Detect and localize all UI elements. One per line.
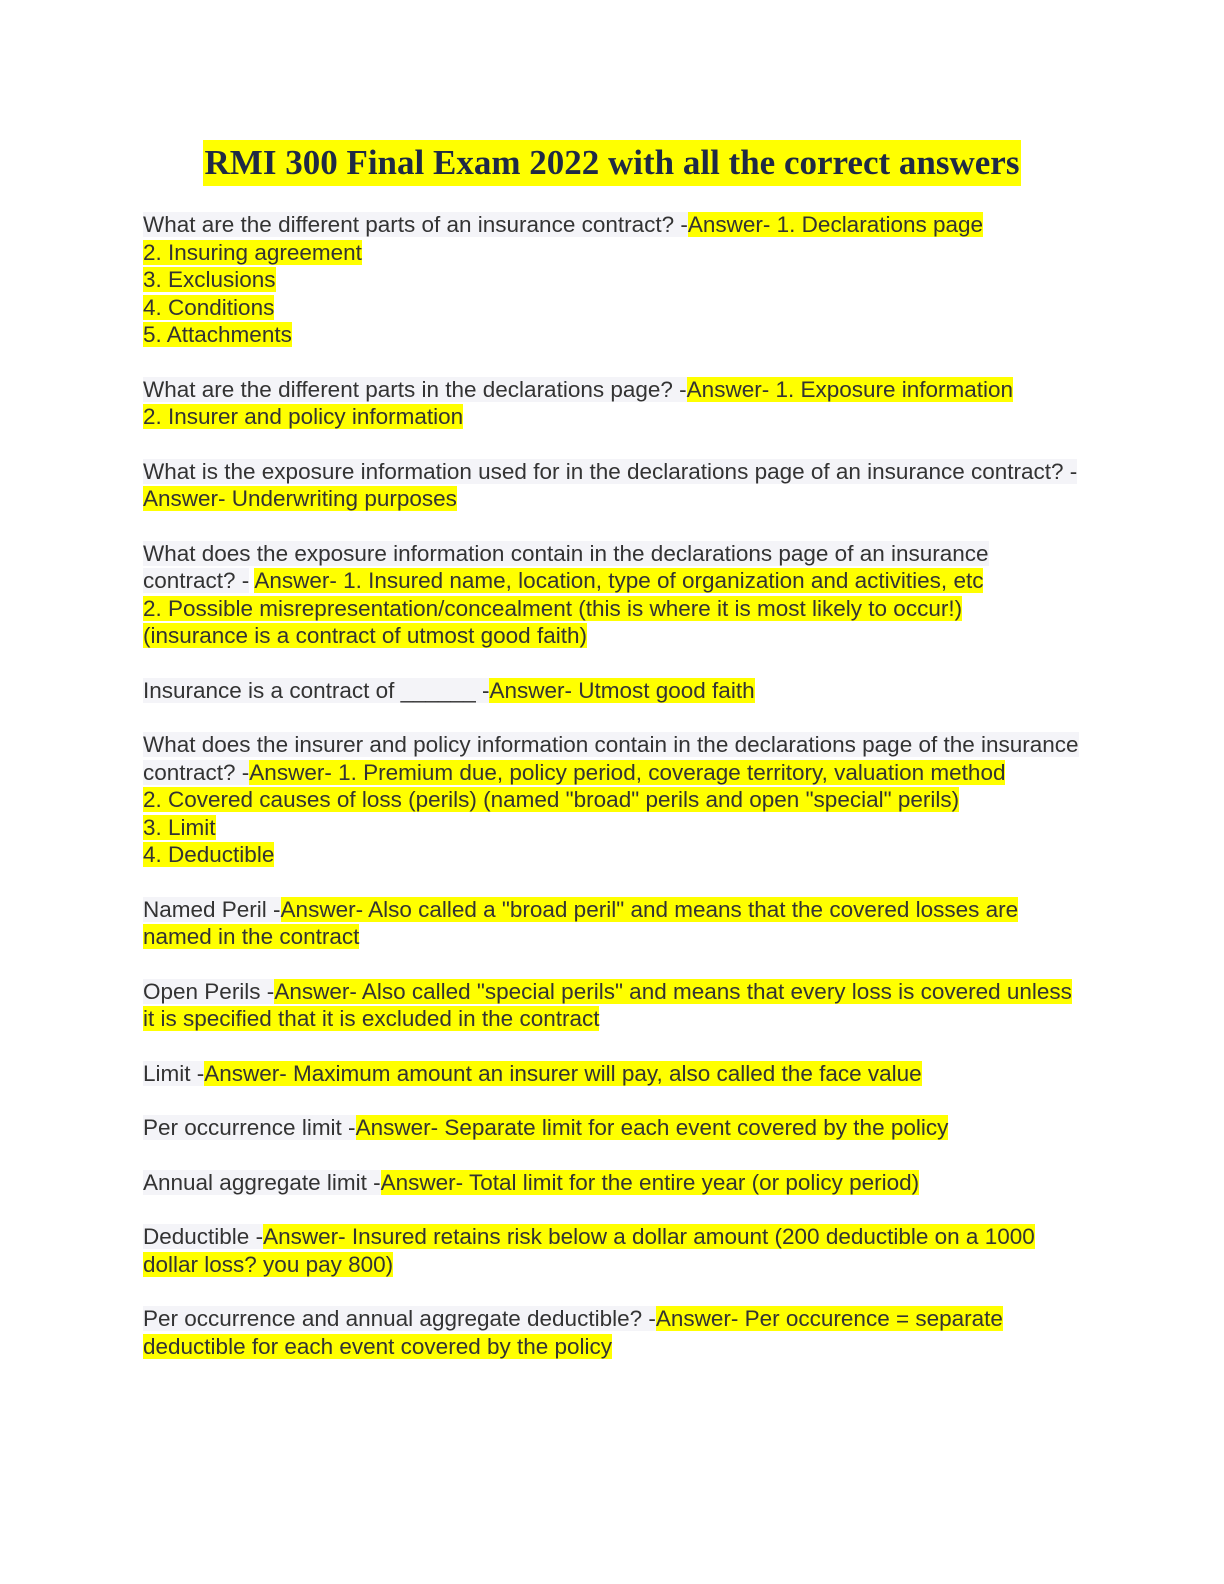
answer-text: Answer- Also called a "broad peril" and means that the covered losses are named in the contract xyxy=(143,896,1019,949)
answer-text: Answer- Separate limit for each event covered by the policy xyxy=(355,1115,949,1140)
answer-text: Answer- Maximum amount an insurer will pay, also called the face value xyxy=(204,1060,922,1086)
qa-item xyxy=(143,896,1083,951)
qa-item xyxy=(143,731,1083,869)
question-text: Open Perils - xyxy=(143,978,275,1004)
answer-text: Answer- Insured retains risk below a dollar amount (200 deductible on a 1000 dollar loss? you pay 800) xyxy=(143,1224,1035,1277)
question-text: Named Peril - xyxy=(143,896,281,922)
question-text: What does the insurer and policy information contain in the declarations page of the insurance contract? - xyxy=(143,732,1079,785)
qa-item xyxy=(143,211,1083,349)
answer-text: 3. Exclusions xyxy=(143,267,276,292)
qa-item xyxy=(143,1305,1083,1360)
qa-item xyxy=(143,540,1083,650)
question-text: What are the different parts in the declarations page? - xyxy=(143,376,687,402)
question-text: Deductible - xyxy=(143,1224,264,1249)
qa-item xyxy=(143,677,1083,705)
answer-text: 3. Limit xyxy=(143,814,216,840)
answer-text: Answer- Per occurence = separate deductible for each event covered by the policy xyxy=(143,1306,1003,1359)
question-text: What are the different parts of an insurance contract? - xyxy=(143,212,688,237)
answer-text: 2. Covered causes of loss (perils) (named "broad" perils and open "special" perils) xyxy=(143,787,960,812)
qa-item xyxy=(143,376,1083,431)
question-text: Annual aggregate limit - xyxy=(143,1169,381,1195)
document-title: RMI 300 Final Exam 2022 with all the correct answers xyxy=(203,140,1022,186)
answer-text: Answer- 1. Declarations page xyxy=(687,212,984,237)
qa-item xyxy=(143,1114,1083,1142)
answer-text: Answer- Underwriting purposes xyxy=(143,486,457,511)
answer-text: Answer- 1. Insured name, location, type of organization and activities, etc xyxy=(254,568,984,593)
qa-list xyxy=(143,211,1083,1387)
question-text: What does the exposure information contain in the declarations page of an insurance contract? - xyxy=(143,540,989,593)
answer-text: (insurance is a contract of utmost good faith) xyxy=(143,623,587,648)
answer-text: Answer- 1. Exposure information xyxy=(686,376,1014,402)
answer-text: 4. Conditions xyxy=(143,294,275,320)
qa-item xyxy=(143,1060,1083,1088)
answer-text: Answer- Utmost good faith xyxy=(489,677,755,703)
qa-item xyxy=(143,1223,1083,1278)
title-container xyxy=(0,140,1224,186)
answer-text: 2. Insurer and policy information xyxy=(143,404,464,429)
question-text: What is the exposure information used for in the declarations page of an insurance contract? - xyxy=(143,458,1078,484)
question-text: Insurance is a contract of ______ - xyxy=(143,677,490,703)
question-text: Per occurrence limit - xyxy=(143,1115,356,1140)
answer-text: Answer- Total limit for the entire year (or policy period) xyxy=(380,1169,920,1195)
question-text: Per occurrence and annual aggregate deductible? - xyxy=(143,1306,656,1331)
answer-text: 2. Possible misrepresentation/concealment (this is where it is most likely to occur!) xyxy=(143,595,963,621)
answer-text: 2. Insuring agreement xyxy=(143,239,362,265)
answer-text: Answer- Also called "special perils" and means that every loss is covered unless it is specified that it is excluded in the contract xyxy=(143,978,1072,1031)
qa-item xyxy=(143,458,1083,513)
question-text: Limit - xyxy=(143,1060,205,1086)
answer-text: 5. Attachments xyxy=(143,322,292,347)
qa-item xyxy=(143,1169,1083,1197)
answer-text: Answer- 1. Premium due, policy period, coverage territory, valuation method xyxy=(249,759,1006,785)
answer-text: 4. Deductible xyxy=(143,842,275,867)
qa-item xyxy=(143,978,1083,1033)
